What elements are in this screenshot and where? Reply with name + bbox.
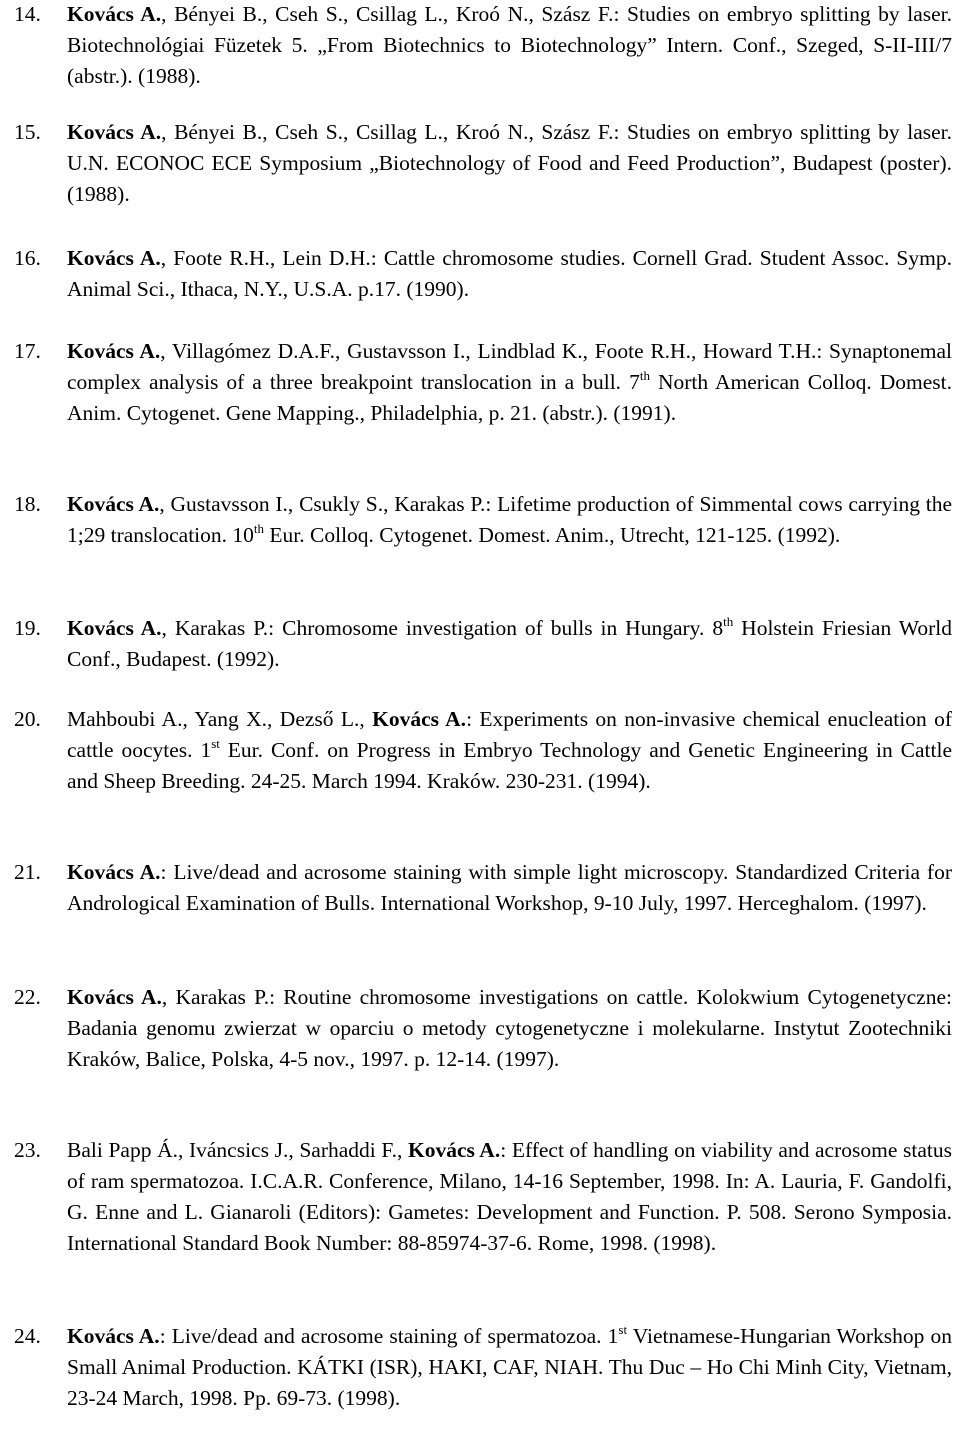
- highlighted-author: Kovács A.: [67, 2, 162, 26]
- reference-text: [67, 117, 952, 210]
- reference-text-segment: , Foote R.H., Lein D.H.: Cattle chromosome studies. Cornell Grad. Student Assoc. Symp. Animal Sci., Ithaca, N.Y., U.S.A. p.17. (1990).: [67, 246, 952, 301]
- ordinal-suffix: th: [723, 614, 734, 629]
- reference-entry: [0, 1135, 952, 1259]
- reference-entry: [0, 613, 952, 675]
- reference-text-segment: : Live/dead and acrosome staining with simple light microscopy. Standardized Criteria for Andrological Examination of Bulls. International Workshop, 9-10 July, 1997. Herceghalom. (1997).: [67, 860, 952, 915]
- reference-number: 18.: [14, 492, 41, 516]
- highlighted-author: Kovács A.: [67, 1324, 160, 1348]
- reference-entry: [0, 489, 952, 551]
- reference-entry: [0, 117, 952, 210]
- reference-number: 15.: [14, 120, 41, 144]
- reference-text-segment: , Karakas P.: Chromosome investigation of bulls in Hungary. 8: [161, 616, 724, 640]
- reference-text: [67, 1321, 952, 1414]
- reference-text: [67, 243, 952, 305]
- reference-number: 23.: [14, 1138, 41, 1162]
- reference-entry: [0, 857, 952, 919]
- reference-text-segment: , Karakas P.: Routine chromosome investigations on cattle. Kolokwium Cytogenetyczne: Badania genomu zwierzat w oparciu o metody cytogenetyczne i molekularne. Instytut Zootechniki Kraków, Balice, Polska, 4-5 nov., 1997. p. 12-14. (1997).: [67, 985, 952, 1071]
- reference-number: 19.: [14, 616, 41, 640]
- reference-text-segment: , Bényei B., Cseh S., Csillag L., Kroó N., Szász F.: Studies on embryo splitting by laser. Biotechnológiai Füzetek 5. „From Biotechnics to Biotechnology” Intern. Conf., Szeged, S-II-III/7 (abstr.). (1988).: [67, 2, 952, 88]
- reference-text-segment: , Bényei B., Cseh S., Csillag L., Kroó N., Szász F.: Studies on embryo splitting by laser. U.N. ECONOC ECE Symposium „Biotechnology of Food and Feed Production”, Budapest (poster). (1988).: [67, 120, 952, 206]
- highlighted-author: Kovács A.: [67, 120, 162, 144]
- reference-number: 21.: [14, 860, 41, 884]
- reference-text-segment: North American Colloq. Domest. Anim. Cytogenet. Gene Mapping., Philadelphia, p. 21. (abstr.). (1991).: [67, 370, 952, 425]
- reference-number: 20.: [14, 707, 41, 731]
- ordinal-suffix: th: [253, 521, 265, 536]
- highlighted-author: Kovács A.: [67, 492, 160, 516]
- highlighted-author: Kovács A.: [67, 616, 162, 640]
- reference-text-segment: Bali Papp Á., Iváncsics J., Sarhaddi F.,: [67, 1138, 408, 1162]
- reference-text-segment: , Villagómez D.A.F., Gustavsson I., Lindblad K., Foote R.H., Howard T.H.: Synaptonemal complex analysis of a three breakpoint translocation in a bull. 7: [67, 339, 952, 394]
- highlighted-author: Kovács A.: [372, 707, 467, 731]
- reference-text-segment: , Gustavsson I., Csukly S., Karakas P.: Lifetime production of Simmental cows carrying the 1;29 translocation. 10: [67, 492, 952, 547]
- ordinal-suffix: st: [211, 736, 220, 751]
- reference-text: [67, 982, 952, 1075]
- reference-text-segment: Mahboubi A., Yang X., Dezső L.,: [67, 707, 373, 731]
- highlighted-author: Kovács A.: [67, 860, 161, 884]
- reference-entry: [0, 336, 952, 429]
- reference-text: [67, 704, 952, 797]
- reference-entry: [0, 0, 952, 92]
- reference-text-segment: : Effect of handling on viability and acrosome status of ram spermatozoa. I.C.A.R. Conference, Milano, 14-16 September, 1998. In: A. Lauria, F. Gandolfi, G. Enne and L. Gianaroli (Editors): Gametes: Development and Function. P. 508. Serono Symposia. International Standard Book Number: 88-85974-37-6. Rome, 1998. (1998).: [67, 1138, 952, 1255]
- reference-text: [67, 489, 952, 551]
- reference-text-segment: : Live/dead and acrosome staining of spermatozoa. 1: [159, 1324, 619, 1348]
- highlighted-author: Kovács A.: [67, 339, 161, 363]
- reference-text-segment: Eur. Colloq. Cytogenet. Domest. Anim., Utrecht, 121-125. (1992).: [264, 523, 841, 547]
- reference-text-segment: : Experiments on non-invasive chemical enucleation of cattle oocytes. 1: [67, 707, 952, 762]
- ordinal-suffix: st: [618, 1322, 628, 1337]
- reference-number: 24.: [14, 1324, 41, 1348]
- reference-entry: [0, 243, 952, 305]
- reference-text: [67, 857, 952, 919]
- reference-text: [67, 1135, 952, 1259]
- reference-text-segment: Holstein Friesian World Conf., Budapest. (1992).: [67, 616, 952, 671]
- reference-number: 14.: [14, 2, 41, 26]
- reference-text-segment: Eur. Conf. on Progress in Embryo Technology and Genetic Engineering in Cattle and Sheep Breeding. 24-25. March 1994. Kraków. 230-231. (1994).: [67, 738, 952, 793]
- highlighted-author: Kovács A.: [67, 246, 161, 270]
- reference-text: [67, 336, 952, 429]
- highlighted-author: Kovács A.: [407, 1138, 501, 1162]
- reference-entry: [0, 1321, 952, 1414]
- reference-entry: [0, 704, 952, 797]
- reference-text: [67, 613, 952, 675]
- reference-entry: [0, 982, 952, 1075]
- reference-number: 17.: [14, 339, 41, 363]
- reference-number: 16.: [14, 246, 41, 270]
- reference-number: 22.: [14, 985, 41, 1009]
- highlighted-author: Kovács A.: [67, 985, 162, 1009]
- reference-text-segment: Vietnamese-Hungarian Workshop on Small Animal Production. KÁTKI (ISR), HAKI, CAF, NIAH. Thu Duc – Ho Chi Minh City, Vietnam, 23-24 March, 1998. Pp. 69-73. (1998).: [67, 1324, 952, 1410]
- ordinal-suffix: th: [639, 368, 650, 383]
- reference-text: [67, 0, 952, 92]
